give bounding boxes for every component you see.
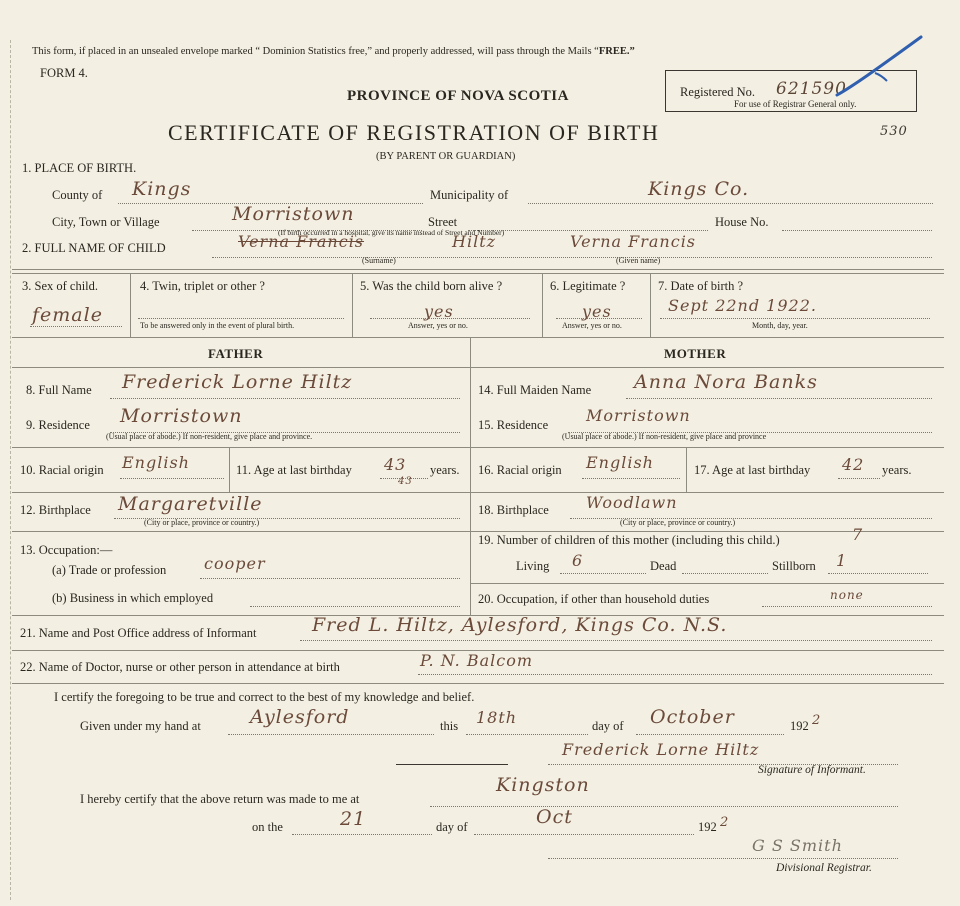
twin-line (138, 318, 344, 319)
mother-birthplace-label: 18. Birthplace (478, 503, 549, 517)
mother-residence-value: Morristown (586, 406, 691, 425)
col-divider-3 (542, 274, 543, 337)
rule-4 (12, 447, 944, 448)
this-label: this (440, 719, 459, 733)
child-surname: Hiltz (452, 232, 497, 251)
legitimate-line (556, 318, 642, 319)
street-label: Street (428, 215, 458, 229)
municipality-line (528, 203, 933, 204)
municipality-label: Municipality of (430, 188, 509, 202)
alive-note: Answer, yes or no. (408, 321, 468, 330)
doctor-value: P. N. Balcom (420, 651, 534, 670)
city-value: Morristown (232, 203, 355, 225)
stillborn-line (828, 573, 928, 574)
stillborn-value: 1 (836, 551, 848, 570)
father-business-line (250, 606, 460, 607)
father-birthplace-note: (City or place, province or country.) (144, 518, 260, 527)
dob-line (660, 318, 930, 319)
mother-racial-label: 16. Racial origin (478, 463, 562, 477)
mother-birthplace-value: Woodlawn (586, 493, 678, 512)
place-of-birth-label: 1. PLACE OF BIRTH. (22, 161, 137, 175)
father-age-label: 11. Age at last birthday (236, 463, 352, 477)
mail-notice (32, 46, 635, 57)
on-year-prefix: 192 (698, 820, 717, 834)
informant-signature: Frederick Lorne Hiltz (562, 740, 760, 759)
father-racial-line (120, 478, 224, 479)
child-crossed-name: Verna Francis (238, 232, 365, 251)
mother-racial-value: English (586, 453, 654, 472)
father-birthplace-label: 12. Birthplace (20, 503, 91, 517)
year-suffix: 2 (812, 713, 822, 728)
on-day-line (292, 834, 432, 835)
house-no-label: House No. (715, 215, 769, 229)
col-divider-1 (130, 274, 131, 337)
mother-birthplace-note: (City or place, province or country.) (620, 518, 736, 527)
child-name-line (212, 257, 932, 258)
mother-racial-line (582, 478, 680, 479)
dob-value: Sept 22nd 1922. (668, 296, 817, 315)
father-years-label: years. (430, 463, 460, 477)
rule-2 (12, 337, 944, 338)
mother-abode-note: (Usual place of abode.) If non-resident, give place and province (562, 432, 767, 441)
mother-occupation-line (762, 606, 932, 607)
father-abode-note: (Usual place of abode.) If non-resident, give place and province. (106, 432, 313, 441)
mail-notice-text: This form, if placed in an unsealed envelope marked “ Dominion Statistics free,” and properly addressed, will pass through the Mails “ (32, 46, 599, 57)
doctor-line (418, 674, 932, 675)
mother-children-label: 19. Number of children of this mother (including this child.) (478, 533, 780, 547)
blue-check-mark (835, 35, 925, 105)
signature-short-rule (396, 764, 508, 765)
child-given-name: Verna Francis (570, 232, 697, 251)
mail-notice-free: FREE.” (598, 46, 635, 57)
certificate-subtitle: (BY PARENT OR GUARDIAN) (376, 151, 516, 162)
mother-age-label: 17. Age at last birthday (694, 463, 811, 477)
month-value: October (650, 706, 735, 728)
day-line (466, 734, 588, 735)
month-line (636, 734, 784, 735)
col-divider-2 (352, 274, 353, 337)
certificate-title: CERTIFICATE OF REGISTRATION OF BIRTH (168, 120, 660, 145)
legitimate-label: 6. Legitimate ? (550, 279, 626, 293)
father-trade-line (200, 578, 460, 579)
mother-name-label: 14. Full Maiden Name (478, 383, 592, 397)
mother-occupation-value: none (830, 588, 864, 602)
father-occupation-label: 13. Occupation:— (20, 543, 113, 557)
sex-line (30, 326, 122, 327)
city-label: City, Town or Village (52, 215, 160, 229)
mother-children-value: 7 (852, 525, 864, 544)
on-day-value: 21 (340, 808, 367, 830)
stillborn-label: Stillborn (772, 559, 816, 573)
sex-label: 3. Sex of child. (22, 279, 99, 293)
registrar-line (548, 858, 898, 859)
father-business-label: (b) Business in which employed (52, 591, 214, 605)
county-value: Kings (132, 178, 192, 200)
father-age-line (380, 478, 428, 479)
return-place-value: Kingston (496, 774, 590, 796)
informant-label: 21. Name and Post Office address of Informant (20, 626, 257, 640)
day-value: 18th (476, 708, 518, 727)
mother-residence-label: 15. Residence (478, 418, 549, 432)
rule-6 (12, 531, 944, 532)
province-title: PROVINCE OF NOVA SCOTIA (347, 88, 569, 104)
father-residence-value: Morristown (120, 405, 243, 427)
father-heading: FATHER (208, 346, 264, 361)
mother-occupation-label: 20. Occupation, if other than household duties (478, 592, 710, 606)
return-label: I hereby certify that the above return was made to me at (80, 792, 360, 806)
father-racial-label: 10. Racial origin (20, 463, 104, 477)
municipality-value: Kings Co. (648, 178, 750, 200)
rule-1 (12, 269, 944, 270)
rule-10 (12, 683, 944, 684)
doctor-label: 22. Name of Doctor, nurse or other person in attendance at birth (20, 660, 340, 674)
legitimate-note: Answer, yes or no. (562, 321, 622, 330)
mother-years-label: years. (882, 463, 912, 477)
mother-age-line (838, 478, 880, 479)
dob-label: 7. Date of birth ? (658, 279, 744, 293)
given-place-value: Aylesford (250, 706, 350, 728)
living-line (560, 573, 646, 574)
dead-line (682, 573, 768, 574)
father-trade-label: (a) Trade or profession (52, 563, 167, 577)
mother-age-value: 42 (842, 455, 865, 474)
on-month-value: Oct (536, 806, 573, 828)
informant-line (300, 640, 932, 641)
father-racial-value: English (122, 453, 190, 472)
hospital-note: (If birth occurred in a hospital, give its name instead of Street and Number) (278, 228, 505, 237)
given-name-caption: (Given name) (616, 256, 661, 265)
page-edge-line (10, 40, 11, 900)
alive-value: yes (424, 302, 454, 321)
informant-value: Fred L. Hiltz, Aylesford, Kings Co. N.S. (312, 614, 728, 636)
legitimate-value: yes (582, 302, 612, 321)
father-age-correction: 43 (398, 476, 413, 487)
day-of-label: day of (592, 719, 624, 733)
mother-age-divider (686, 447, 687, 492)
registered-number: 621590 (776, 79, 847, 99)
father-birthplace-value: Margaretville (118, 493, 263, 515)
given-label: Given under my hand at (80, 719, 201, 733)
certify-statement: I certify the foregoing to be true and correct to the best of my knowledge and belief. (54, 690, 475, 704)
registrar-caption: Divisional Registrar. (776, 862, 872, 874)
father-name-value: Frederick Lorne Hiltz (122, 371, 353, 393)
on-the-label: on the (252, 820, 283, 834)
given-place-line (228, 734, 434, 735)
year-prefix: 192 (790, 719, 809, 733)
on-day-of-label: day of (436, 820, 468, 834)
twin-note: To be answered only in the event of plural birth. (140, 321, 295, 330)
dead-label: Dead (650, 559, 677, 573)
sex-value: female (32, 304, 103, 326)
father-age-value: 43 (384, 455, 407, 474)
child-name-label: 2. FULL NAME OF CHILD (22, 241, 166, 255)
county-label: County of (52, 188, 103, 202)
on-year-suffix: 2 (720, 815, 730, 830)
father-trade-value: cooper (204, 554, 266, 573)
twin-label: 4. Twin, triplet or other ? (140, 279, 265, 293)
alive-label: 5. Was the child born alive ? (360, 279, 503, 293)
alive-line (370, 318, 530, 319)
corner-mark: 530 (880, 124, 908, 139)
form-number: FORM 4. (40, 66, 88, 80)
father-age-divider (229, 447, 230, 492)
father-residence-label: 9. Residence (26, 418, 90, 432)
living-label: Living (516, 559, 550, 573)
col-divider-4 (650, 274, 651, 337)
on-month-line (474, 834, 694, 835)
dob-note: Month, day, year. (752, 321, 808, 330)
registrar-use-note: For use of Registrar General only. (734, 99, 857, 109)
father-name-label: 8. Full Name (26, 383, 92, 397)
registered-label: Registered No. (680, 85, 755, 99)
return-place-line (430, 806, 898, 807)
rule-7 (470, 583, 944, 584)
surname-caption: (Surname) (362, 256, 396, 265)
signature-caption: Signature of Informant. (758, 764, 866, 776)
mother-name-value: Anna Nora Banks (634, 371, 818, 393)
mother-heading: MOTHER (664, 346, 727, 361)
house-no-line (782, 230, 932, 231)
father-name-line (110, 398, 460, 399)
center-divider (470, 337, 471, 615)
living-value: 6 (572, 551, 584, 570)
registrar-signature: G S Smith (752, 836, 843, 855)
rule-1b (12, 273, 944, 274)
rule-3 (12, 367, 944, 368)
mother-name-line (626, 398, 932, 399)
